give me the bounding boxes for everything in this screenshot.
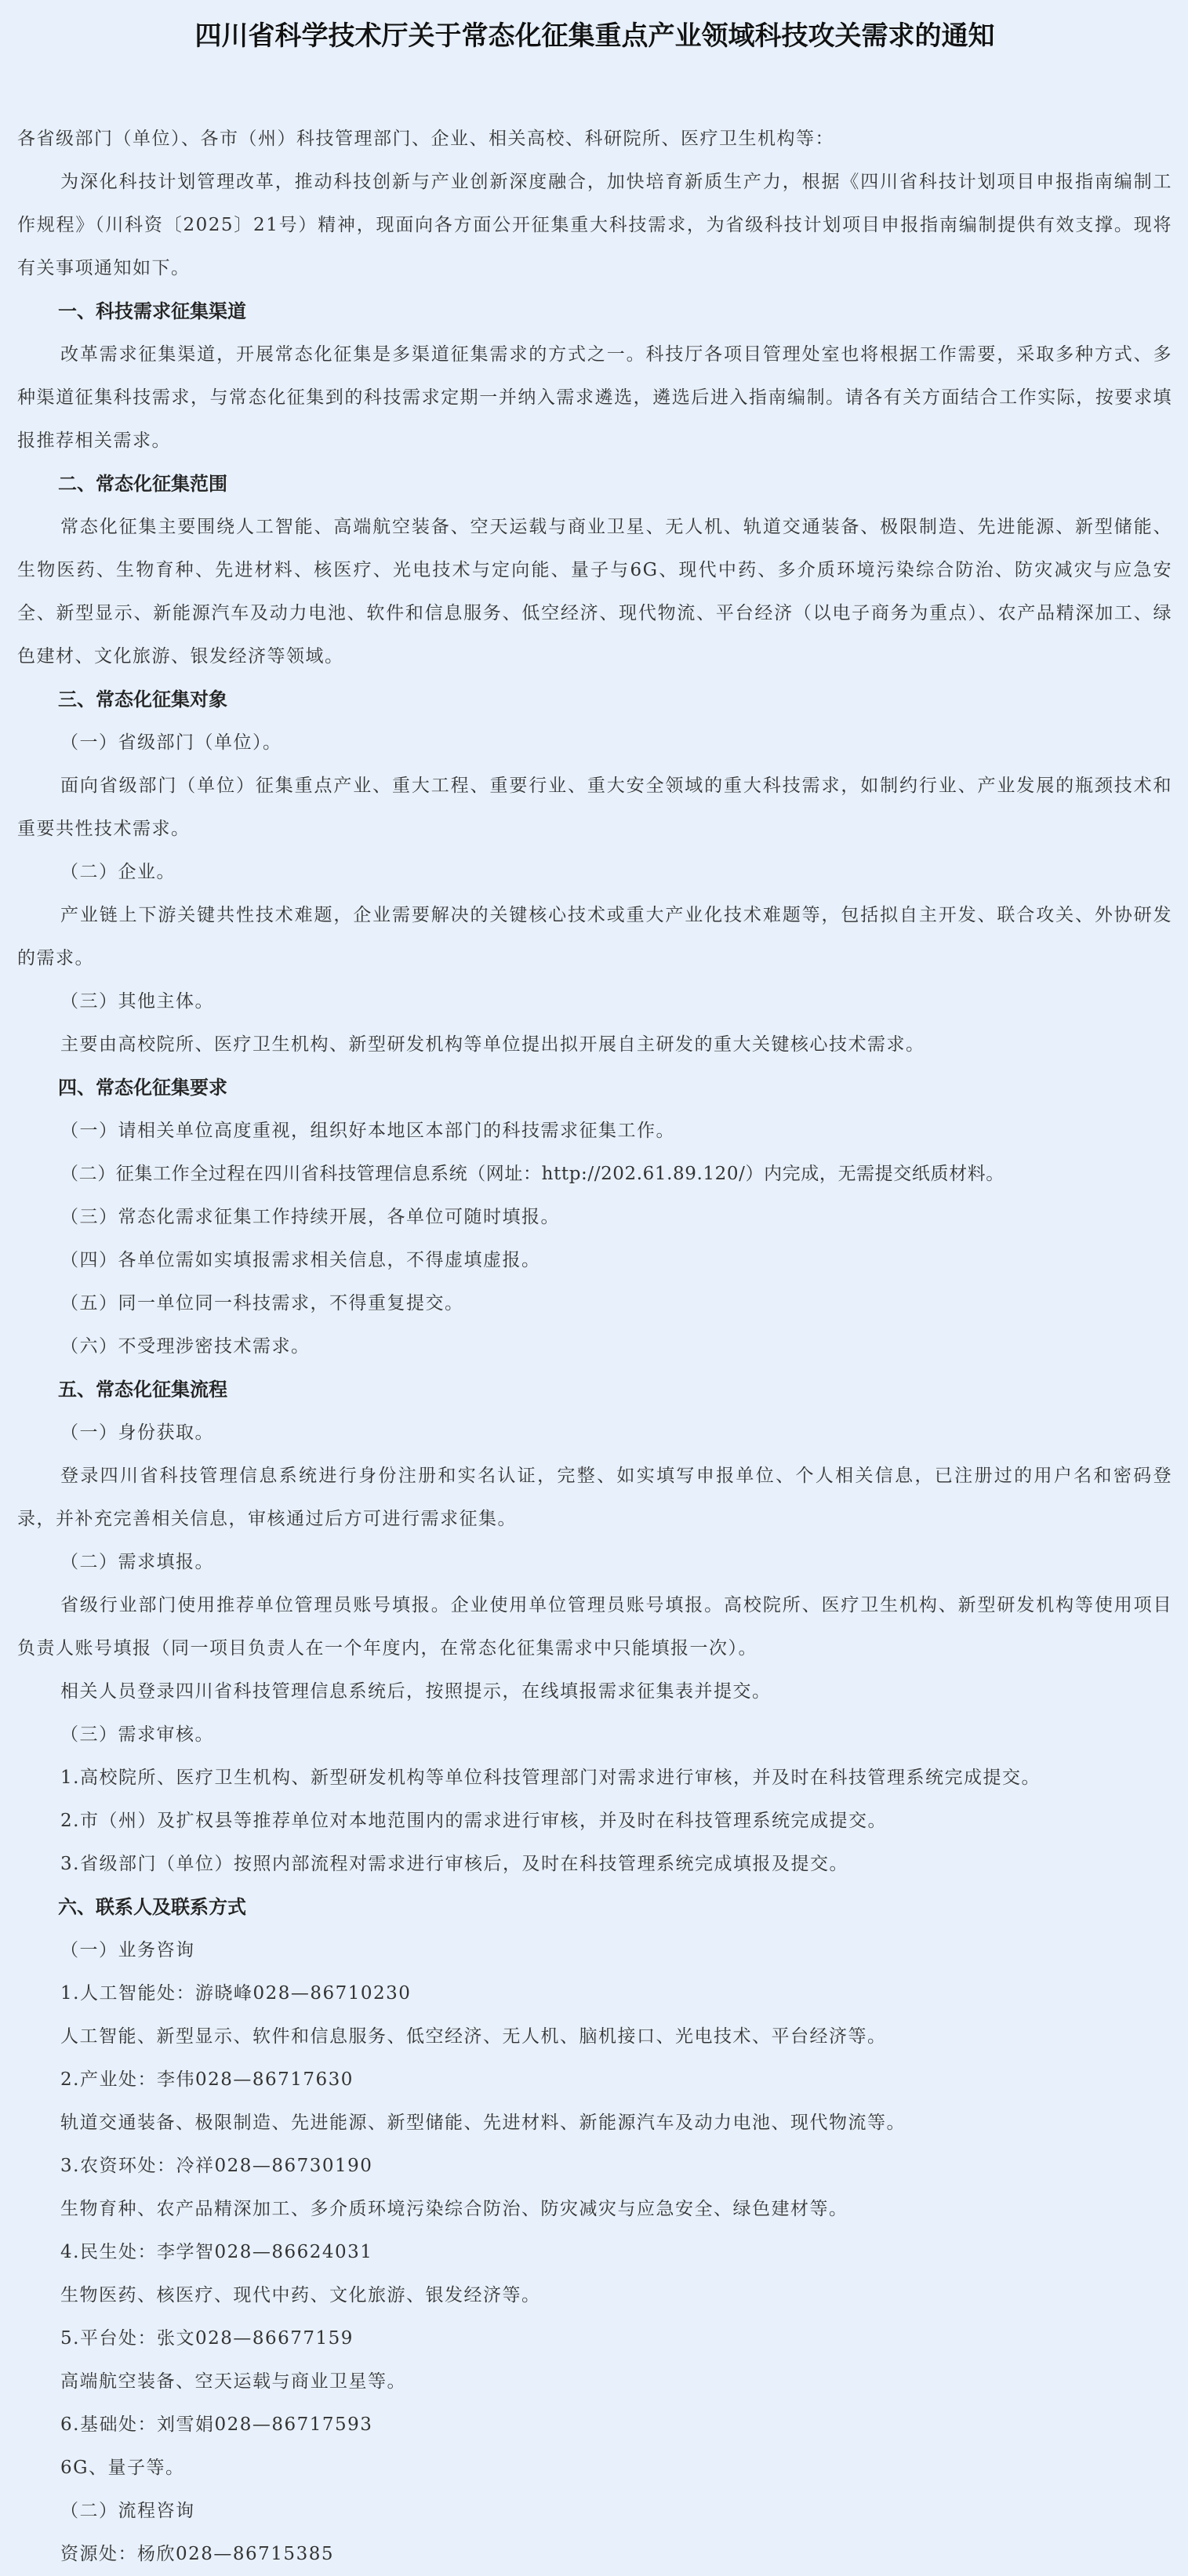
requirement-item: （五）同一单位同一科技需求，不得重复提交。 bbox=[60, 1293, 464, 1313]
contact-line: 5.平台处：张文028—86677159 bbox=[60, 2328, 354, 2349]
subheading-process-consulting: （二）流程咨询 bbox=[60, 2501, 195, 2521]
page-title: 四川省科学技术厅关于常态化征集重点产业领域科技攻关需求的通知 bbox=[194, 20, 995, 52]
contact-line: 2.产业处：李伟028—86717630 bbox=[60, 2069, 354, 2090]
intro-paragraph: 为深化科技计划管理改革，推动科技创新与产业创新深度融合，加快培育新质生产力，根据《四川省科技计划项目申报指南编制工作规程》（川科资〔2025〕21号）精神，现面向各方面公开征集重大科技需求，为省级科技计划项目申报指南编制提供有效支撑。现将有关事项通知如下。 bbox=[17, 172, 1172, 278]
text-other-entities: 主要由高校院所、医疗卫生机构、新型研发机构等单位提出拟开展自主研发的重大关键核心技术需求。 bbox=[60, 1034, 925, 1055]
review-item: 2.市（州）及扩权县等推荐单位对本地范围内的需求进行审核，并及时在科技管理系统完成提交。 bbox=[60, 1811, 887, 1831]
subheading-provincial-departments: （一）省级部门（单位）。 bbox=[60, 732, 282, 753]
requirement-item: （四）各单位需如实填报需求相关信息，不得虚填虚报。 bbox=[60, 1250, 541, 1270]
text-identity: 登录四川省科技管理信息系统进行身份注册和实名认证，完整、如实填写申报单位、个人相关信息，已注册过的用户名和密码登录，并补充完善相关信息，审核通过后方可进行需求征集。 bbox=[17, 1466, 1172, 1529]
salutation: 各省级部门（单位）、各市（州）科技管理部门、企业、相关高校、科研院所、医疗卫生机构等： bbox=[17, 129, 834, 149]
review-item: 3.省级部门（单位）按照内部流程对需求进行审核后，及时在科技管理系统完成填报及提交。 bbox=[60, 1854, 848, 1874]
subheading-enterprises: （二）企业。 bbox=[60, 862, 176, 882]
subheading-business-consulting: （一）业务咨询 bbox=[60, 1940, 195, 1960]
contact-line: 4.民生处：李学智028—86624031 bbox=[60, 2242, 373, 2262]
section-heading-requirements: 四、常态化征集要求 bbox=[58, 1077, 227, 1099]
review-item: 1.高校院所、医疗卫生机构、新型研发机构等单位科技管理部门对需求进行审核，并及时在科技管理系统完成提交。 bbox=[60, 1768, 1041, 1788]
contact-scope-line: 生物医药、核医疗、现代中药、文化旅游、银发经济等。 bbox=[60, 2285, 541, 2305]
section-heading-scope: 二、常态化征集范围 bbox=[58, 473, 227, 495]
subheading-identity: （一）身份获取。 bbox=[60, 1422, 214, 1443]
notice-body bbox=[17, 118, 1172, 2576]
section-text-scope: 常态化征集主要围绕人工智能、高端航空装备、空天运载与商业卫星、无人机、轨道交通装备、极限制造、先进能源、新型储能、生物医药、生物育种、先进材料、核医疗、光电技术与定向能、量子与6G、现代中药、多介质环境污染综合防治、防灾减灾与应急安全、新型显示、新能源汽车及动力电池、软件和信息服务、低空经济、现代物流、平台经济（以电子商务为重点）、农产品精深加工、绿色建材、文化旅游、银发经济等领域。 bbox=[17, 517, 1172, 667]
contact-scope-line: 6G、量子等。 bbox=[60, 2458, 185, 2478]
text-filing-online: 相关人员登录四川省科技管理信息系统后，按照提示，在线填报需求征集表并提交。 bbox=[60, 1681, 772, 1702]
process-contact-line: 资源处：杨欣028—86715385 bbox=[60, 2544, 334, 2564]
text-provincial-departments: 面向省级部门（单位）征集重点产业、重大工程、重要行业、重大安全领域的重大科技需求，如制约行业、产业发展的瓶颈技术和重要共性技术需求。 bbox=[17, 776, 1172, 839]
contact-scope-line: 生物育种、农产品精深加工、多介质环境污染综合防治、防灾减灾与应急安全、绿色建材等。 bbox=[60, 2199, 848, 2219]
subheading-filing: （二）需求填报。 bbox=[60, 1552, 214, 1572]
requirement-item: （六）不受理涉密技术需求。 bbox=[60, 1336, 311, 1357]
requirement-item: （二）征集工作全过程在四川省科技管理信息系统（网址：http://202.61.89.120/）内完成，无需提交纸质材料。 bbox=[60, 1164, 1005, 1184]
contact-line: 3.农资环处：冷祥028—86730190 bbox=[60, 2156, 373, 2176]
contact-scope-line: 轨道交通装备、极限制造、先进能源、新型储能、先进材料、新能源汽车及动力电池、现代物流等。 bbox=[60, 2113, 906, 2133]
contact-line: 1.人工智能处：游晓峰028—86710230 bbox=[60, 1983, 412, 2004]
section-heading-targets: 三、常态化征集对象 bbox=[58, 689, 227, 710]
subheading-review: （三）需求审核。 bbox=[60, 1724, 214, 1745]
contact-line: 6.基础处：刘雪娟028—86717593 bbox=[60, 2414, 373, 2435]
contact-scope-line: 高端航空装备、空天运载与商业卫星等。 bbox=[60, 2371, 406, 2392]
requirement-item: （一）请相关单位高度重视，组织好本地区本部门的科技需求征集工作。 bbox=[60, 1121, 675, 1141]
subheading-other-entities: （三）其他主体。 bbox=[60, 991, 214, 1012]
section-text-channels: 改革需求征集渠道，开展常态化征集是多渠道征集需求的方式之一。科技厅各项目管理处室也将根据工作需要，采取多种方式、多种渠道征集科技需求，与常态化征集到的科技需求定期一并纳入需求遴选，遴选后进入指南编制。请各有关方面结合工作实际，按要求填报推荐相关需求。 bbox=[17, 344, 1172, 451]
text-filing: 省级行业部门使用推荐单位管理员账号填报。企业使用单位管理员账号填报。高校院所、医疗卫生机构、新型研发机构等使用项目负责人账号填报（同一项目负责人在一个年度内，在常态化征集需求中只能填报一次）。 bbox=[17, 1595, 1172, 1659]
contact-scope-line: 人工智能、新型显示、软件和信息服务、低空经济、无人机、脑机接口、光电技术、平台经济等。 bbox=[60, 2026, 887, 2047]
section-heading-channels: 一、科技需求征集渠道 bbox=[58, 300, 246, 322]
requirement-item: （三）常态化需求征集工作持续开展，各单位可随时填报。 bbox=[60, 1207, 560, 1227]
section-heading-contacts: 六、联系人及联系方式 bbox=[58, 1896, 246, 1918]
text-enterprises: 产业链上下游关键共性技术难题，企业需要解决的关键核心技术或重大产业化技术难题等，包括拟自主开发、联合攻关、外协研发的需求。 bbox=[17, 905, 1172, 968]
section-heading-process: 五、常态化征集流程 bbox=[58, 1379, 227, 1401]
